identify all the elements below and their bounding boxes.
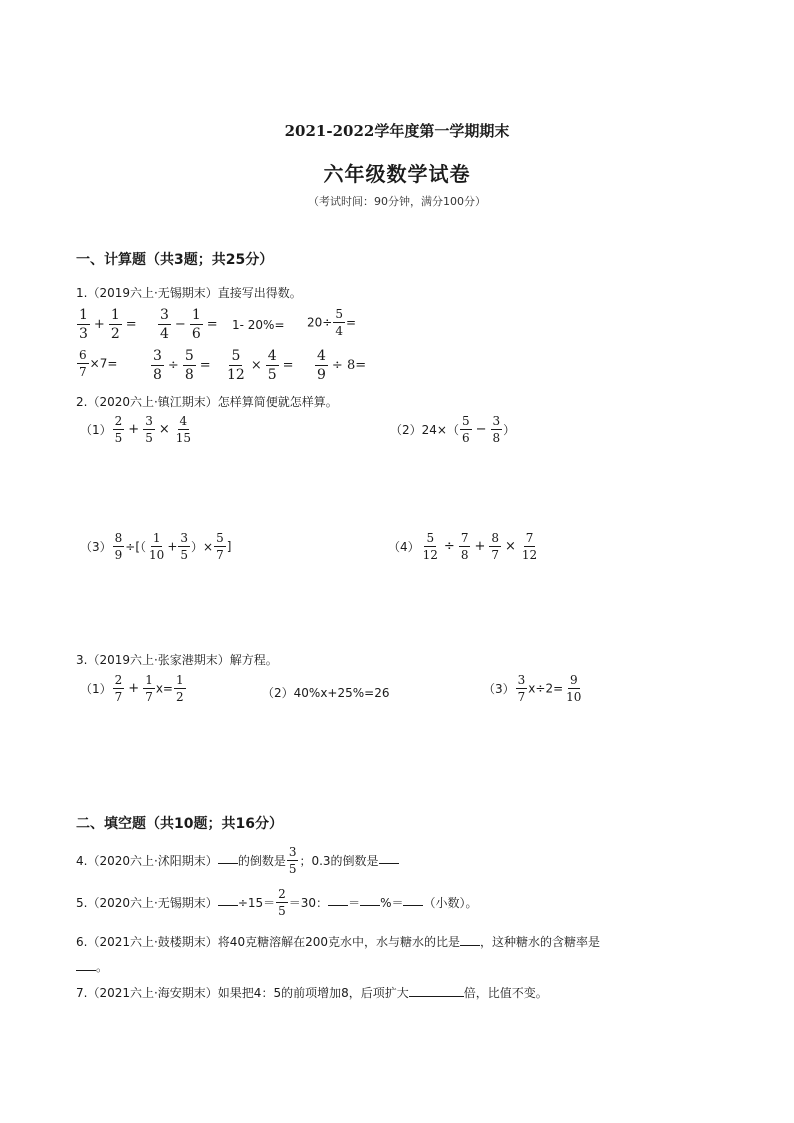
fraction: $\frac{2}{7}$: [114, 673, 123, 704]
q1-expr-6: $\frac{3}{8}$ ÷ $\frac{5}{8}$ =: [153, 348, 211, 383]
q3-part-3: （3） $\frac{3}{7}$ x÷2= $\frac{9}{10}$: [483, 673, 582, 704]
question-5: 5.（2020六上·无锡期末） ÷15＝ $\frac{2}{5}$ ＝30： ＝ %＝ （小数）。: [76, 887, 478, 918]
fraction: $\frac{1}{2}$: [175, 673, 184, 704]
fraction: $\frac{1}{7}$: [145, 673, 153, 704]
q3-part-2: （2）40%x+25%=26: [262, 686, 390, 700]
exam-title: 六年级数学试卷: [323, 162, 471, 186]
answer-blank[interactable]: [218, 894, 238, 906]
q1-expr-1: $\frac{1}{3}$ + $\frac{1}{2}$ =: [79, 307, 137, 342]
fraction: $\frac{5}{12}$: [422, 531, 438, 562]
q2-part-2: （2）24×（ $\frac{5}{6}$ − $\frac{3}{8}$ ）: [390, 414, 516, 445]
exam-year-title: 2021-2022学年度第一学期期末: [284, 122, 510, 140]
fraction: $\frac{3}{5}$: [145, 414, 153, 445]
q1-expr-7: $\frac{5}{12}$ × $\frac{4}{5}$ =: [227, 348, 294, 383]
q1-expr-5: $\frac{6}{7}$ ×7=: [79, 348, 118, 379]
q2-part-4: （4） $\frac{5}{12}$ ÷ $\frac{7}{8}$ + $\frac{8}{7}$ × $\frac{7}{12}$: [388, 531, 538, 562]
answer-blank[interactable]: [218, 852, 238, 864]
fraction: $\frac{3}{5}$: [180, 531, 189, 562]
fraction: $\frac{5}{6}$: [461, 414, 470, 445]
answer-blank[interactable]: [460, 934, 480, 946]
fraction: $\frac{5}{4}$: [335, 307, 343, 338]
answer-blank[interactable]: [360, 894, 380, 906]
answer-blank[interactable]: [379, 852, 399, 864]
q1-expr-8: $\frac{4}{9}$ ÷ 8=: [317, 348, 367, 383]
fraction: $\frac{3}{7}$: [517, 673, 526, 704]
question-6-cont: 。: [76, 958, 108, 975]
fraction: $\frac{9}{10}$: [566, 673, 582, 704]
fraction: $\frac{1}{2}$: [110, 307, 120, 342]
fraction: $\frac{7}{12}$: [521, 531, 538, 562]
answer-blank[interactable]: [409, 985, 464, 997]
fraction: $\frac{3}{8}$: [492, 414, 501, 445]
fraction: $\frac{1}{3}$: [79, 307, 88, 342]
fraction: $\frac{2}{5}$: [114, 414, 123, 445]
fraction: $\frac{4}{15}$: [175, 414, 192, 445]
q2-part-1: （1） $\frac{2}{5}$ + $\frac{3}{5}$ × $\frac{4}{15}$: [80, 414, 192, 445]
q2-part-3: （3） $\frac{8}{9}$ ÷[（ $\frac{1}{10}$ + $\frac{3}{5}$ ）× $\frac{5}{7}$ ]: [80, 531, 232, 562]
question-2: 2.（2020六上·镇江期末）怎样算简便就怎样算。: [76, 395, 338, 409]
fraction: $\frac{5}{8}$: [184, 348, 194, 383]
fraction: $\frac{5}{12}$: [227, 348, 245, 383]
fraction: $\frac{1}{10}$: [149, 531, 165, 562]
fraction: $\frac{2}{5}$: [278, 887, 286, 918]
question-1: 1.（2019六上·无锡期末）直接写出得数。: [76, 286, 302, 300]
question-3: 3.（2019六上·张家港期末）解方程。: [76, 653, 278, 667]
fraction: $\frac{3}{4}$: [160, 307, 169, 342]
fraction: $\frac{5}{7}$: [216, 531, 224, 562]
answer-blank[interactable]: [76, 959, 96, 971]
fraction: $\frac{1}{6}$: [191, 307, 201, 342]
fraction: $\frac{3}{8}$: [153, 348, 162, 383]
q3-part-1: （1） $\frac{2}{7}$ + $\frac{1}{7}$ x= $\frac{1}{2}$: [80, 673, 184, 704]
question-6: 6.（2021六上·鼓楼期末）将40克糖溶解在200克水中，水与糖水的比是 ，这种糖水的含糖率是: [76, 935, 600, 949]
question-7: 7.（2021六上·海安期末）如果把4：5的前项增加8，后项扩大 倍，比值不变。: [76, 986, 548, 1000]
q1-expr-3: 1- 20%=: [232, 318, 285, 332]
fraction: $\frac{3}{5}$: [288, 845, 297, 876]
answer-blank[interactable]: [403, 894, 423, 906]
section-1-title: 一、计算题（共3题；共25分）: [76, 252, 274, 268]
fraction: $\frac{4}{5}$: [267, 348, 277, 383]
q1-expr-4: 20÷ $\frac{5}{4}$ =: [307, 307, 357, 338]
q1-expr-2: $\frac{3}{4}$ − $\frac{1}{6}$ =: [160, 307, 218, 342]
fraction: $\frac{8}{7}$: [491, 531, 500, 562]
question-4: 4.（2020六上·沭阳期末） 的倒数是 $\frac{3}{5}$ ；0.3的倒数是: [76, 846, 399, 875]
fraction: $\frac{4}{9}$: [317, 348, 326, 383]
section-2-title: 二、填空题（共10题；共16分）: [76, 816, 283, 832]
answer-blank[interactable]: [328, 894, 348, 906]
exam-info: （考试时间：90分钟，满分100分）: [308, 195, 486, 208]
fraction: $\frac{7}{8}$: [460, 531, 469, 562]
fraction: $\frac{6}{7}$: [79, 348, 87, 379]
fraction: $\frac{8}{9}$: [114, 531, 123, 562]
